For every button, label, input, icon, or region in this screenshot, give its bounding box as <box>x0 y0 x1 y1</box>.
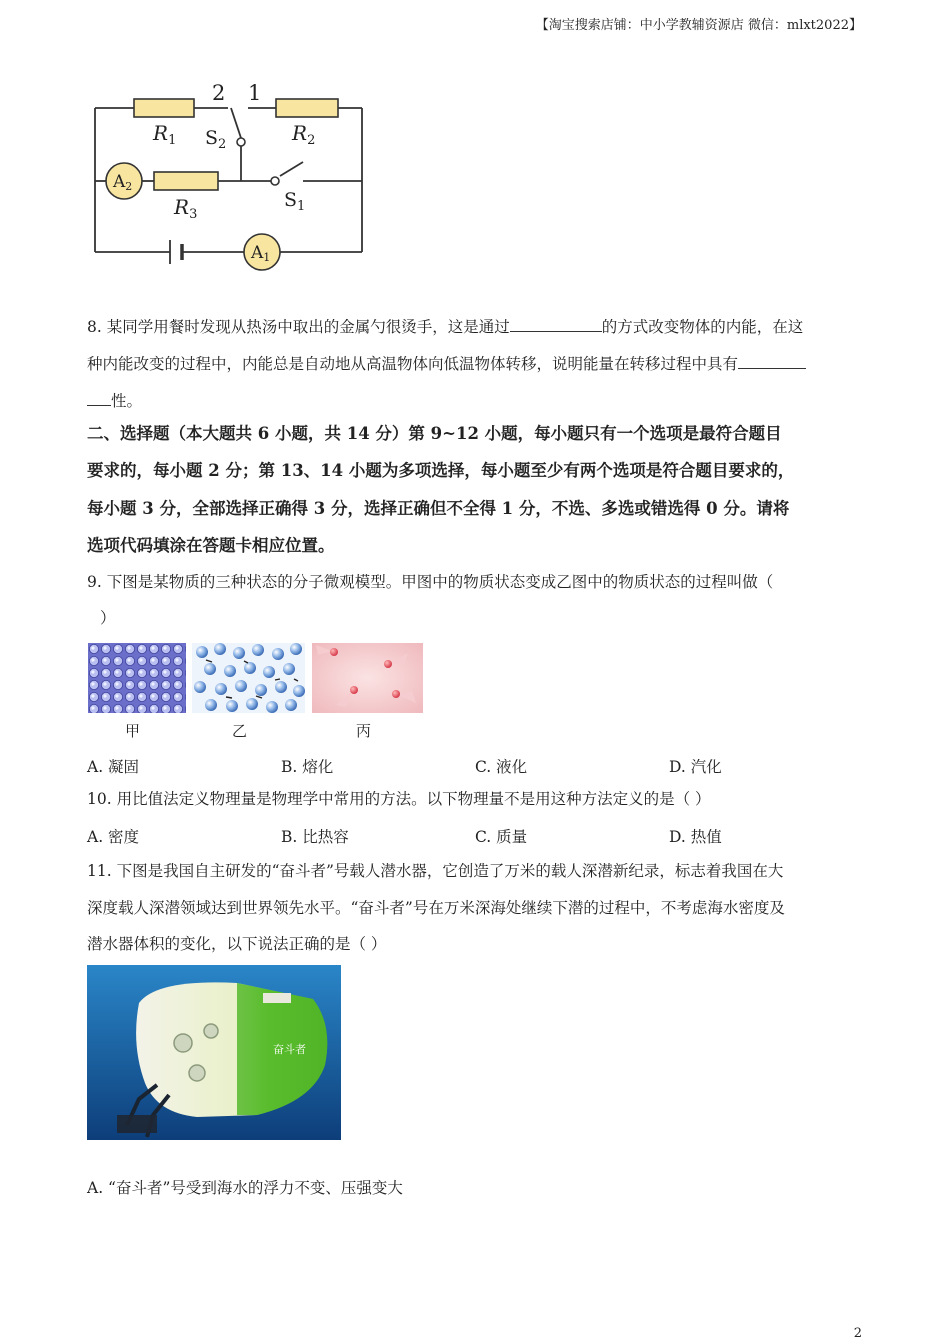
label-r3: $R_3$ <box>174 195 198 222</box>
q9-option-b[interactable]: B. 熔化 <box>281 758 334 776</box>
q9-line2: ） <box>100 609 116 627</box>
q9-option-a[interactable]: A. 凝固 <box>87 758 140 776</box>
caption-jia: 甲 <box>125 722 141 740</box>
submersible-label: 奋斗者 <box>273 1043 306 1056</box>
section2-line2: 要求的，每小题 2 分；第 13、14 小题为多项选择，每小题至少有两个选项是符合题目要求的， <box>87 461 795 480</box>
q9-option-d[interactable]: D. 汽化 <box>669 758 722 776</box>
label-contact-2: 2 <box>212 81 226 105</box>
q8-blank2[interactable] <box>738 352 806 369</box>
caption-bing: 丙 <box>356 722 372 740</box>
q11-option-a[interactable]: A. “奋斗者”号受到海水的浮力不变、压强变大 <box>87 1179 403 1197</box>
q10-option-b[interactable]: B. 比热容 <box>281 828 349 846</box>
q8-line2: 种内能改变的过程中，内能总是自动地从高温物体向低温物体转移，说明能量在转移过程中具有 <box>87 352 806 374</box>
label-s1: $S_1$ <box>284 189 306 214</box>
page-header: 【淘宝搜索店铺：中小学教辅资源店 微信：mlxt2022】 <box>535 18 862 33</box>
label-contact-1: 1 <box>248 81 262 105</box>
q10-line1: 10. 用比值法定义物理量是物理学中常用的方法。以下物理量不是用这种方法定义的是（ ） <box>87 790 711 808</box>
q8-blank2-cont[interactable] <box>87 389 111 406</box>
q8-blank1[interactable] <box>510 315 602 332</box>
q10-option-c[interactable]: C. 质量 <box>475 828 528 846</box>
q9-line1: 9. 下图是某物质的三种状态的分子微观模型。甲图中的物质状态变成乙图中的物质状态的过程叫做（ <box>87 573 774 591</box>
gas-state-image <box>312 643 423 713</box>
liquid-state-image <box>192 643 305 713</box>
q11-line1: 11. 下图是我国自主研发的“奋斗者”号载人潜水器，它创造了万米的载人深潜新纪录，标志着我国在大 <box>87 862 784 880</box>
section2-line3: 每小题 3 分，全部选择正确得 3 分，选择正确但不全得 1 分，不选、多选或错选得 0 分。请将 <box>87 499 790 518</box>
q8-line1: 8. 某同学用餐时发现从热汤中取出的金属勺很烫手，这是通过 的方式改变物体的内能，在这 <box>87 315 803 337</box>
resistor-r2 <box>276 99 338 117</box>
label-s2: $S_2$ <box>205 127 227 152</box>
page-number: 2 <box>853 1326 862 1341</box>
label-r1: $R_1$ <box>153 121 177 148</box>
resistor-r1 <box>134 99 194 117</box>
label-a2: A2 <box>113 172 133 193</box>
caption-yi: 乙 <box>232 722 248 740</box>
submersible-photo <box>87 965 341 1140</box>
q10-option-a[interactable]: A. 密度 <box>87 828 140 846</box>
q10-option-d[interactable]: D. 热值 <box>669 828 722 846</box>
section2-line4: 选项代码填涂在答题卡相应位置。 <box>87 536 335 555</box>
resistor-r3 <box>154 172 218 190</box>
q8-line3: 性。 <box>87 389 142 411</box>
q11-line2: 深度载人深潜领域达到世界领先水平。“奋斗者”号在万米深海处继续下潜的过程中，不考虑海水密度及 <box>87 899 785 917</box>
q9-option-c[interactable]: C. 液化 <box>475 758 528 776</box>
label-r2: $R_2$ <box>292 121 316 148</box>
solid-state-image <box>88 643 186 713</box>
label-a1: A1 <box>251 243 271 264</box>
circuit-diagram <box>88 80 373 275</box>
section2-line1: 二、选择题（本大题共 6 小题，共 14 分）第 9~12 小题，每小题只有一个选项是最符合题目 <box>87 424 782 443</box>
q11-line3: 潜水器体积的变化，以下说法正确的是（ ） <box>87 935 387 953</box>
